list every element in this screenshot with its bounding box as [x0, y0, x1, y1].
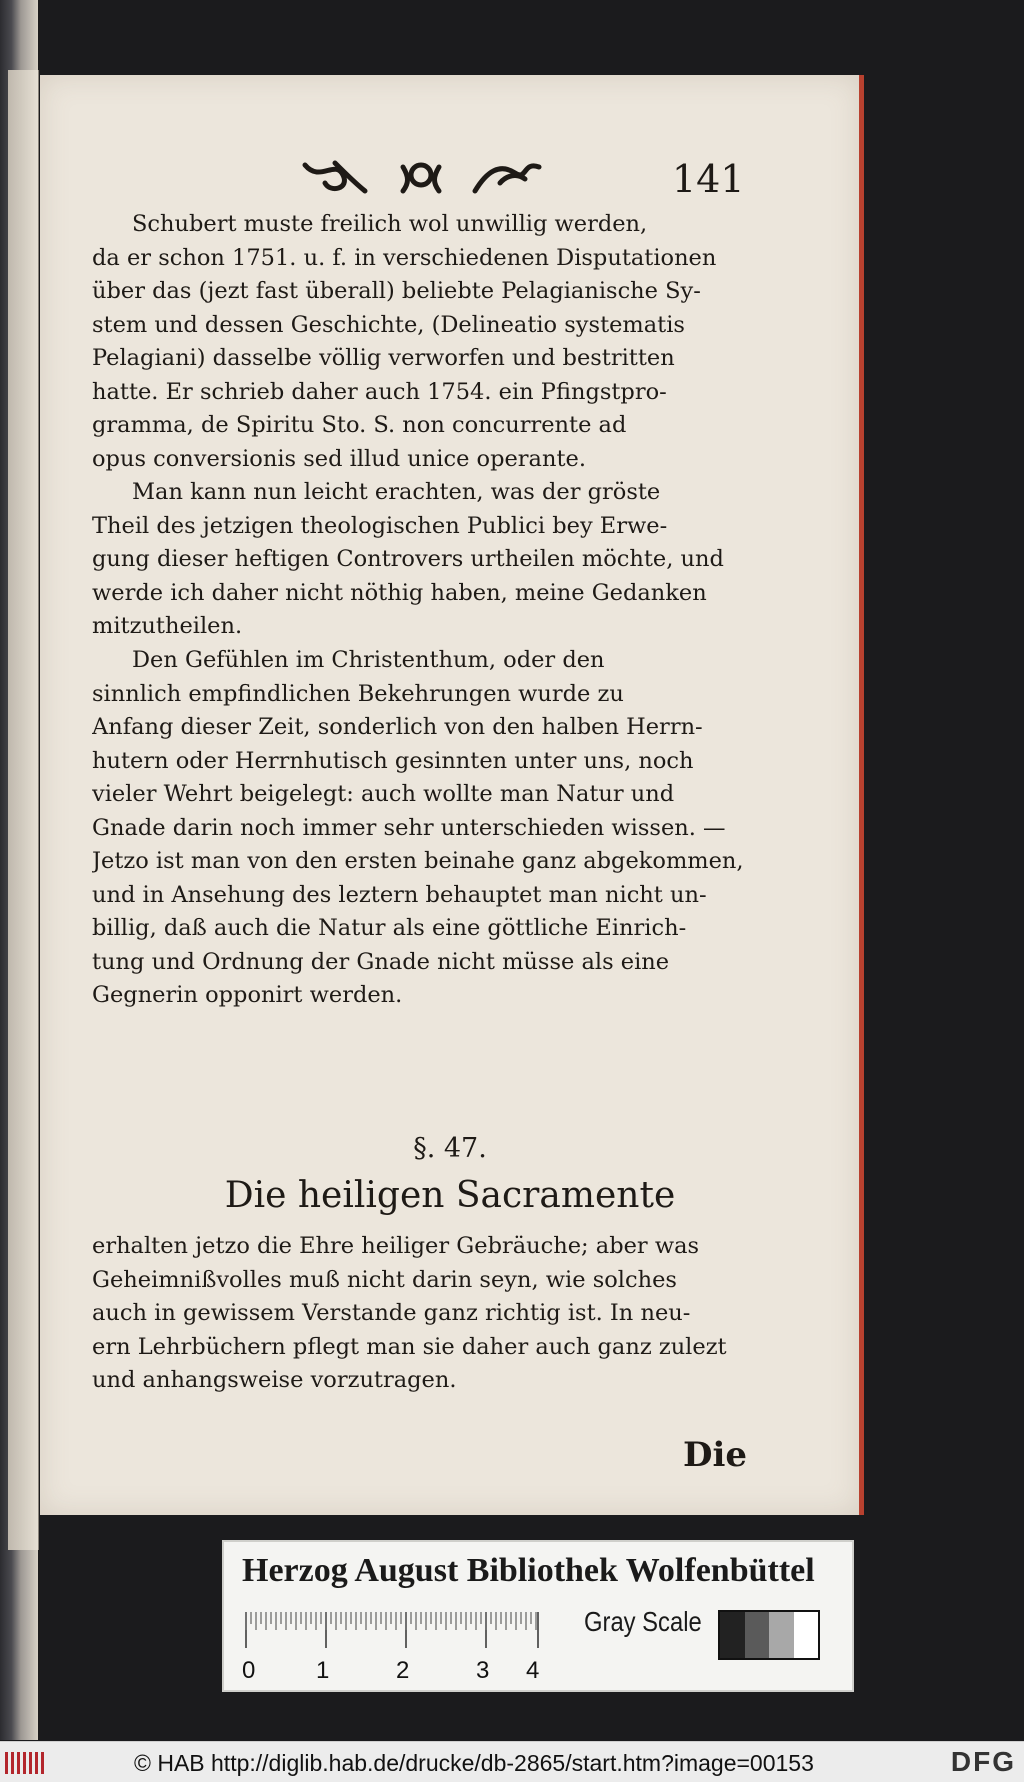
- text-line: über das (jezt fast überall) beliebte Pelagianische Sy-: [92, 278, 701, 304]
- text-line: werde ich daher nicht nöthig haben, meine Gedanken: [92, 579, 707, 606]
- section-number: §. 47.: [413, 1133, 487, 1164]
- text-line: Gegnerin opponirt werden.: [92, 982, 403, 1008]
- text-line: Man kann nun leicht erachten, was der gröste: [132, 479, 661, 505]
- text-line: mitzutheilen.: [92, 613, 243, 639]
- scale-number: 1: [316, 1657, 330, 1684]
- text-line: vieler Wehrt beigelegt: auch wollte man Natur und: [92, 781, 675, 807]
- scale-number: 2: [396, 1657, 410, 1684]
- text-line: Jetzo ist man von den ersten beinahe ganz abgekommen,: [92, 848, 744, 874]
- page-number: 141: [672, 157, 745, 201]
- paragraph-3: [92, 644, 782, 1013]
- text-line: Schubert muste freilich wol unwillig werden,: [132, 211, 648, 237]
- text-line: Pelagiani) dasselbe völlig verworfen und bestritten: [92, 345, 675, 371]
- scale-number: 0: [242, 1657, 256, 1684]
- text-line: ern Lehrbüchern pflegt man sie daher auch ganz zulezt: [92, 1333, 727, 1360]
- text-line: da er schon 1751. u. f. in verschiedenen Disputationen: [92, 244, 717, 271]
- text-line: gramma, de Spiritu Sto. S. non concurrente ad: [92, 412, 627, 438]
- text-line: sinnlich empfindlichen Bekehrungen wurde zu: [92, 680, 624, 707]
- gray-scale-swatches: [718, 1610, 820, 1660]
- gray-swatch: [769, 1612, 794, 1658]
- color-calibration-card: [222, 1540, 854, 1692]
- gray-swatch: [794, 1612, 819, 1658]
- book-edge-left: [0, 0, 38, 1740]
- scale-number: 4: [526, 1657, 540, 1684]
- section-title: Die heiligen Sacramente: [224, 1175, 676, 1216]
- source-url: © HAB http://diglib.hab.de/drucke/db-2865/start.htm?image=00153: [134, 1750, 814, 1776]
- text-line: auch in gewissem Verstande ganz richtig ist. In neu-: [92, 1300, 691, 1326]
- text-line: und in Ansehung des leztern behauptet man nicht un-: [92, 881, 707, 908]
- catchword: Die: [682, 1435, 747, 1475]
- text-line: tung und Ordnung der Gnade nicht müsse als eine: [92, 948, 670, 975]
- text-line: billig, daß auch die Natur als eine göttliche Einrich-: [92, 915, 687, 941]
- text-line: Gnade darin noch immer sehr unterschieden wissen. —: [92, 814, 726, 841]
- text-line: Theil des jetzigen theologischen Publici bey Erwe-: [92, 512, 668, 539]
- gray-swatch: [720, 1612, 745, 1658]
- section-paragraph: [92, 1230, 782, 1398]
- dfg-logo: DFG: [950, 1746, 1016, 1777]
- ruler-scale: [242, 1604, 542, 1684]
- gray-swatch: [745, 1612, 770, 1658]
- paragraph-2: [92, 476, 782, 644]
- text-line: Anfang dieser Zeit, sonderlich von den halben Herrn-: [92, 714, 703, 740]
- footer-bar: [0, 1741, 1024, 1782]
- page-ornament-icon: [295, 153, 555, 199]
- text-line: hatte. Er schrieb daher auch 1754. ein Pfingstpro-: [92, 378, 667, 405]
- text-line: erhalten jetzo die Ehre heiliger Gebräuche; aber was: [92, 1233, 700, 1259]
- book-page: [40, 75, 860, 1515]
- text-line: stem und dessen Geschichte, (Delineatio systematis: [92, 311, 685, 338]
- paragraph-1: [92, 208, 782, 476]
- scale-number: 3: [476, 1657, 490, 1684]
- text-line: hutern oder Herrnhutisch gesinnten unter uns, noch: [92, 747, 694, 774]
- text-line: Den Gefühlen im Christenthum, oder den: [132, 647, 605, 673]
- text-line: Geheimnißvolles muß nicht darin seyn, wie solches: [92, 1266, 677, 1293]
- adjacent-page-strip: [8, 70, 39, 1550]
- library-name: Herzog August Bibliothek Wolfenbüttel: [242, 1552, 815, 1589]
- text-line: opus conversionis sed illud unice operante.: [92, 445, 586, 472]
- text-line: gung dieser heftigen Controvers urtheilen möchte, und: [92, 546, 724, 572]
- hab-logo-icon: [4, 1750, 46, 1776]
- text-line: und anhangsweise vorzutragen.: [92, 1367, 457, 1393]
- page-edge: [859, 75, 864, 1515]
- gray-scale-label: Gray Scale: [584, 1606, 702, 1637]
